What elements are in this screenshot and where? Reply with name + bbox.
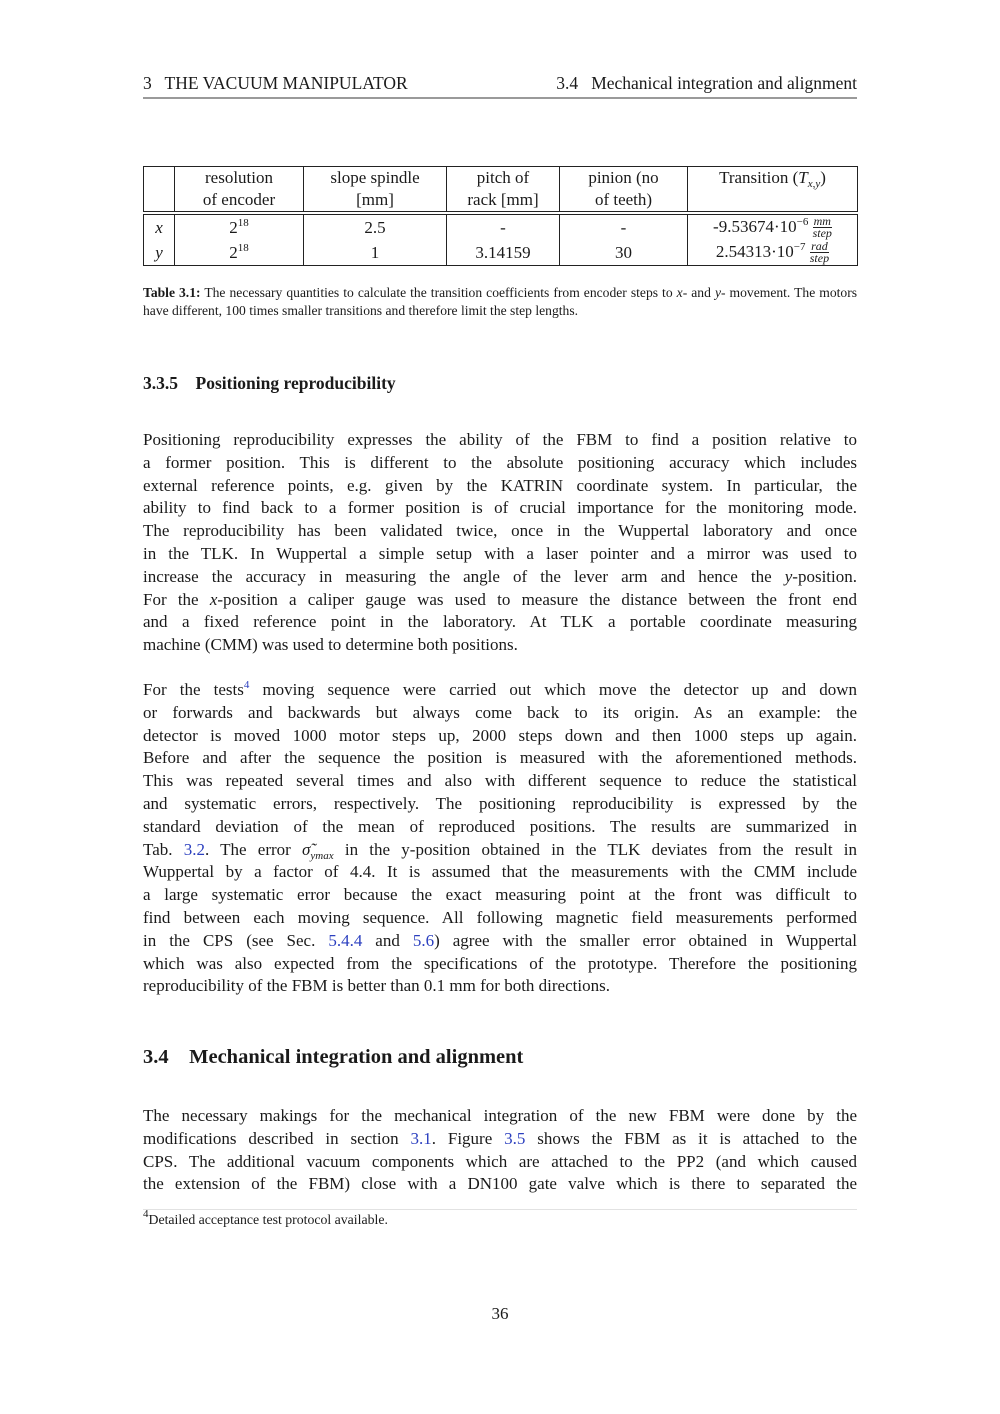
text-run: . The error: [204, 839, 303, 859]
cross-ref-link[interactable]: 3.1: [410, 1128, 432, 1148]
text-run: Wuppertal by a factor of 4.4. It is assumed that the measurements with the CMM include: [143, 862, 857, 882]
table-caption: [143, 284, 857, 320]
text-line: [143, 543, 857, 566]
header-text: ): [820, 168, 826, 187]
text-run: machine (CMM) was used to determine both positions.: [143, 635, 518, 655]
text-run: Before and after the sequence the position is measured with the aforementioned methods.: [143, 748, 857, 768]
text-line: [143, 930, 857, 953]
header-text: slope spindle: [330, 168, 420, 187]
cell-axis: y: [144, 240, 175, 266]
text-run: a large systematic error because the exact measuring point at the front was difficult to: [143, 885, 857, 905]
text-line: [143, 1173, 857, 1196]
footnote: [143, 1208, 388, 1228]
footnote-rule: [143, 1209, 857, 1210]
text-run: - and: [682, 285, 715, 300]
text-run: the extension of the FBM) close with a DN100 gate valve which is there to separated the: [143, 1174, 857, 1194]
text-line: [143, 861, 857, 884]
cell-transition: [688, 213, 858, 240]
unit-denominator: step: [812, 226, 832, 241]
cross-ref-link[interactable]: 3.5: [504, 1128, 526, 1148]
header-text: Transition (: [719, 168, 799, 187]
header-text: pitch of: [476, 168, 530, 187]
header-cell-transition: [688, 167, 858, 214]
cell-axis: x: [144, 213, 175, 240]
cell-resolution: [175, 240, 304, 266]
text-line: [143, 770, 857, 793]
text-run: ) agree with the smaller error obtained in Wuppertal: [434, 930, 857, 950]
cross-ref-link[interactable]: 5.6: [412, 930, 435, 950]
text-line: [143, 611, 857, 634]
text-line: [143, 566, 857, 589]
text-run: and systematic errors, respectively. The positioning reproducibility is expressed by the: [143, 793, 857, 813]
text-run: and: [362, 930, 413, 950]
header-cell-resolution: [175, 167, 304, 214]
header-text: resolution: [205, 168, 273, 187]
text-run: in the y-position obtained in the TLK deviates from the result in: [333, 839, 857, 859]
unit-numerator: mm: [813, 214, 831, 229]
header-cell-pitch: [447, 167, 560, 214]
text-line: [143, 497, 857, 520]
text-run: For the tests: [143, 680, 244, 699]
caption-label: Table 3.1:: [143, 285, 201, 300]
unit-numerator: rad: [811, 239, 828, 254]
table-transition-quantities: [143, 166, 858, 266]
paragraph-mechanical-integration: [143, 1105, 857, 1196]
header-cell-pinion: [560, 167, 688, 214]
text-line: [143, 520, 857, 543]
header-text: of teeth): [594, 190, 653, 209]
text-line: [143, 747, 857, 770]
unit-denominator: step: [809, 251, 830, 266]
text-line: [143, 679, 857, 702]
transition-exponent: −6: [796, 215, 809, 228]
text-run: Positioning reproducibility expresses the ability of the FBM to find a position relative to: [143, 430, 857, 449]
text-line: [143, 816, 857, 839]
text-run: increase the accuracy in measuring the angle of the lever arm and hence the: [143, 566, 785, 586]
unit-fraction: [813, 216, 832, 239]
text-run: external reference points, e.g. given by the KATRIN coordinate system. In particular, the: [143, 475, 857, 495]
header-math: T: [798, 168, 808, 187]
res-exponent: 18: [237, 241, 249, 254]
text-run: The necessary quantities to calculate the transition coefficients from encoder steps to: [200, 285, 677, 300]
math-variable: y: [784, 566, 793, 586]
page-number: 36: [491, 1304, 509, 1323]
cell-transition: [688, 240, 858, 266]
text-run: which was also expected from the specifications of the prototype. Therefore the positioning: [143, 953, 857, 973]
cell-pinion: 30: [560, 240, 688, 266]
table-header-row: [144, 167, 858, 214]
transition-mantissa: -9.53674·10: [713, 216, 797, 236]
header-text: of encoder: [202, 190, 276, 209]
text-run: shows the FBM as it is attached to the: [525, 1128, 857, 1148]
text-line: [143, 634, 857, 657]
text-line: [143, 452, 857, 475]
res-base: 2: [229, 242, 238, 262]
header-text: [mm]: [356, 190, 394, 209]
footnote-ref-link[interactable]: 4: [243, 679, 250, 691]
cell-pitch: -: [447, 213, 560, 240]
cell-resolution: [175, 213, 304, 240]
text-run: in the CPS (see Sec.: [143, 930, 329, 950]
text-run: . Figure: [431, 1128, 505, 1148]
running-header-section: 3.4 Mechanical integration and alignment: [556, 73, 857, 93]
text-line: [143, 953, 857, 976]
text-run: - movement. The motors have different, 100 times smaller transitions and therefore limit the step lengths.: [143, 285, 858, 318]
text-run: or forwards and backwards but always come back to its origin. As an example: the: [143, 702, 857, 722]
section-heading-3-4: 3.4 Mechanical integration and alignment: [143, 1046, 524, 1068]
text-run: ability to find back to a former position is of crucial importance for the monitoring mode.: [143, 498, 857, 518]
footnote-text: Detailed acceptance test protocol available.: [148, 1212, 388, 1227]
cell-slope: 1: [304, 240, 447, 266]
text-line: [143, 793, 857, 816]
text-run: moving sequence were carried out which move the detector up and down: [249, 680, 858, 699]
paragraph-reproducibility-intro: [143, 429, 857, 657]
text-line: [143, 429, 857, 452]
transition-exponent: −7: [793, 240, 806, 253]
text-line: [143, 1128, 857, 1151]
math-variable: y: [714, 285, 721, 300]
text-run: in the TLK. In Wuppertal a simple setup with a laser pointer and a mirror was used to: [143, 543, 857, 563]
cross-ref-link[interactable]: 3.2: [183, 839, 205, 859]
paragraph-reproducibility-tests: [143, 679, 857, 998]
text-line: [143, 839, 857, 862]
res-base: 2: [229, 217, 238, 237]
text-line: [143, 1151, 857, 1174]
text-run: modifications described in section: [143, 1128, 411, 1148]
footnote-mark: 4: [143, 1208, 149, 1220]
text-line: [143, 702, 857, 725]
table-row: [144, 213, 858, 240]
header-rule: [143, 97, 857, 99]
text-run: The necessary makings for the mechanical integration of the new FBM were done by the: [143, 1106, 857, 1125]
cell-pitch: 3.14159: [447, 240, 560, 266]
header-cell-slope: [304, 167, 447, 214]
text-run: The reproducibility has been validated twice, once in the Wuppertal laboratory and once: [143, 521, 857, 541]
text-run: find between each moving sequence. All following magnetic field measurements performed: [143, 907, 857, 927]
text-line: [143, 975, 857, 998]
math-variable: x: [209, 589, 218, 609]
section-heading-3-3-5: 3.3.5 Positioning reproducibility: [143, 373, 396, 393]
math-variable: x: [676, 285, 683, 300]
table-row: [144, 240, 858, 266]
header-math-sub: x,y: [807, 178, 821, 190]
header-text: pinion (no: [588, 168, 659, 187]
transition-mantissa: 2.54313·10: [715, 241, 794, 261]
header-text: rack [mm]: [467, 190, 539, 209]
text-line: [143, 884, 857, 907]
res-exponent: 18: [237, 216, 249, 229]
text-run: standard deviation of the mean of reproduced positions. The results are summarized in: [143, 816, 857, 836]
text-line: [143, 475, 857, 498]
text-run: CPS. The additional vacuum components which are attached to the PP2 (and which caused: [143, 1151, 857, 1171]
text-run: -position a caliper gauge was used to measure the distance between the front end: [217, 589, 857, 609]
cell-slope: 2.5: [304, 213, 447, 240]
text-run: This was repeated several times and also with different sequence to reduce the statistical: [143, 771, 857, 791]
math-subscript: ymax: [310, 849, 334, 862]
unit-fraction: [810, 241, 829, 264]
header-cell-empty: [144, 167, 175, 214]
text-run: -position.: [792, 566, 857, 586]
text-line: [143, 907, 857, 930]
text-run: Tab.: [143, 839, 184, 859]
cross-ref-link[interactable]: 5.4.4: [328, 930, 363, 950]
text-line: [143, 725, 857, 748]
cell-pinion: -: [560, 213, 688, 240]
text-run: For the: [143, 589, 210, 609]
text-run: reproducibility of the FBM is better than 0.1 mm for both directions.: [143, 976, 610, 996]
text-line: [143, 1105, 857, 1128]
text-run: and a fixed reference point in the laboratory. At TLK a portable coordinate measuring: [143, 612, 857, 632]
text-run: a former position. This is different to the absolute positioning accuracy which includes: [143, 452, 857, 472]
text-run: detector is moved 1000 motor steps up, 2000 steps down and then 1000 steps up again.: [143, 725, 857, 745]
text-line: [143, 589, 857, 612]
running-header-chapter: 3 THE VACUUM MANIPULATOR: [143, 73, 408, 93]
math-variable: σ̃: [302, 839, 311, 859]
